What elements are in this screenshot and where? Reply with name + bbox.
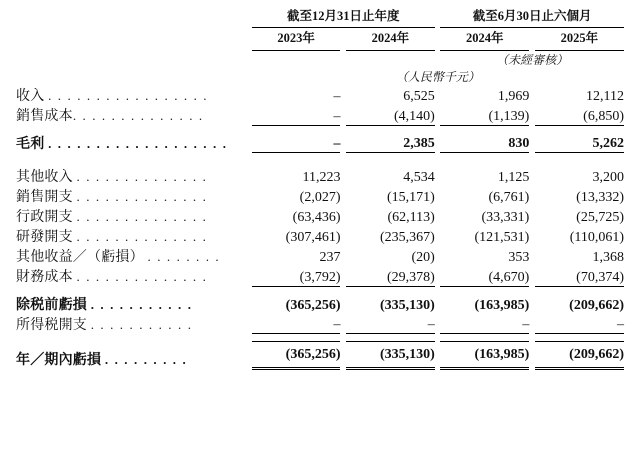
- header-group-interim-label: 截至6月30日止六個月: [440, 6, 624, 28]
- cell-value: (33,331): [481, 210, 530, 225]
- cell-value: (29,378): [346, 266, 435, 286]
- table-header: [16, 6, 624, 85]
- cell-value: (13,332): [576, 190, 624, 205]
- table-row: [16, 294, 624, 314]
- table-row: [16, 246, 624, 266]
- header-year-2025-interim: 2025年: [535, 28, 624, 51]
- cell-value: 2,385: [346, 133, 435, 153]
- leader-dots: . . . . . . . . . . . . . . . . .: [48, 88, 209, 103]
- cell-value: (2,027): [299, 190, 341, 205]
- cell-value: (70,374): [535, 266, 624, 286]
- table-body: [16, 85, 624, 369]
- cell-value: (307,461): [285, 230, 341, 245]
- leader-dots: . . . . . . . . .: [104, 351, 188, 367]
- header-note-blank: [16, 51, 246, 68]
- spacer-cell: [16, 334, 624, 342]
- spacer-cell: [16, 153, 624, 167]
- header-corner-blank: [16, 6, 246, 28]
- cell-value: (163,985): [440, 342, 529, 369]
- row-label: 銷售開支 . . . . . . . . . . . . . .: [16, 189, 208, 205]
- cell-value: 11,223: [302, 170, 341, 185]
- table-row: [16, 105, 624, 125]
- leader-dots: . . . . . . . .: [147, 249, 221, 264]
- row-spacer: [16, 286, 624, 294]
- cell-value: (4,670): [440, 266, 529, 286]
- header-group-interim: [440, 6, 624, 28]
- leader-dots: . . . . . . . . . . .: [90, 296, 193, 312]
- cell-value: –: [440, 314, 529, 334]
- row-label: 其他收入 . . . . . . . . . . . . . .: [16, 169, 208, 185]
- header-note-row: [16, 51, 624, 68]
- cell-value: 12,112: [586, 89, 624, 104]
- cell-value: (25,725): [576, 210, 624, 225]
- table-row: [16, 226, 624, 246]
- cell-value: 4,534: [403, 170, 435, 185]
- cell-value: (6,761): [488, 190, 530, 205]
- row-label: 財務成本 . . . . . . . . . . . . . .: [16, 269, 208, 285]
- table-row: [16, 133, 624, 153]
- row-spacer: [16, 125, 624, 133]
- cell-value: 6,525: [403, 89, 435, 104]
- cell-value: (6,850): [535, 105, 624, 125]
- leader-dots: . . . . . . . . . . . . . .: [72, 108, 204, 123]
- leader-dots: . . . . . . . . . . . . . . . . . . .: [48, 135, 228, 151]
- cell-value: –: [333, 89, 341, 104]
- spacer-cell: [16, 125, 624, 133]
- leader-dots: . . . . . . . . . . . . . .: [76, 169, 208, 184]
- header-unit-row: [16, 68, 624, 85]
- row-label: 行政開支 . . . . . . . . . . . . . .: [16, 209, 208, 225]
- cell-value: (110,061): [569, 230, 624, 245]
- cell-value: (335,130): [346, 342, 435, 369]
- cell-value: (235,367): [379, 230, 435, 245]
- row-label: 銷售成本. . . . . . . . . . . . . .: [16, 108, 204, 124]
- header-year-2023: 2023年: [252, 28, 341, 51]
- cell-value: (163,985): [474, 297, 530, 313]
- table-row: [16, 342, 624, 369]
- header-year-row: [16, 28, 624, 51]
- cell-value: (1,139): [440, 105, 529, 125]
- table-row: [16, 314, 624, 334]
- cell-value: 1,368: [592, 250, 624, 265]
- table-row: [16, 266, 624, 286]
- cell-value: (20): [411, 250, 435, 265]
- header-unaudited-note: （未經審核）: [496, 53, 569, 67]
- header-year-blank: [16, 28, 246, 51]
- row-label: 收入 . . . . . . . . . . . . . . . . .: [16, 88, 209, 104]
- table-row: [16, 186, 624, 206]
- header-unit-blank: [16, 68, 246, 85]
- header-year-2024-annual: 2024年: [346, 28, 435, 51]
- cell-value: (4,140): [346, 105, 435, 125]
- table-row: [16, 166, 624, 186]
- header-group-annual: [252, 6, 435, 28]
- cell-value: 1,969: [497, 89, 530, 104]
- cell-value: (15,171): [386, 190, 435, 205]
- cell-value: (3,792): [252, 266, 341, 286]
- leader-dots: . . . . . . . . . . . . . .: [76, 269, 208, 284]
- cell-value: 353: [508, 250, 530, 265]
- header-note-blank-3: [346, 51, 435, 68]
- cell-value: (63,436): [292, 210, 341, 225]
- cell-value: 237: [319, 250, 341, 265]
- row-label: 除税前虧損 . . . . . . . . . . .: [16, 296, 193, 313]
- cell-value: –: [252, 133, 341, 153]
- cell-value: (209,662): [569, 297, 624, 313]
- cell-value: –: [252, 105, 341, 125]
- financial-statement-page: [0, 6, 640, 472]
- cell-value: (209,662): [535, 342, 624, 369]
- cell-value: (365,256): [252, 342, 341, 369]
- spacer-cell: [16, 286, 624, 294]
- row-label: 所得税開支 . . . . . . . . . . .: [16, 316, 193, 333]
- financial-table: [16, 6, 624, 370]
- row-label: 年／期內虧損 . . . . . . . . .: [16, 351, 188, 368]
- row-label: 毛利 . . . . . . . . . . . . . . . . . . .: [16, 135, 228, 152]
- cell-value: –: [252, 314, 341, 334]
- cell-value: 830: [440, 133, 529, 153]
- cell-value: (62,113): [387, 210, 435, 225]
- cell-value: (335,130): [379, 297, 435, 313]
- cell-value: –: [535, 314, 624, 334]
- header-year-2024-interim: 2024年: [440, 28, 529, 51]
- leader-dots: . . . . . . . . . . .: [90, 316, 193, 332]
- cell-value: –: [346, 314, 435, 334]
- table-row: [16, 206, 624, 226]
- row-spacer: [16, 334, 624, 342]
- table-row: [16, 85, 624, 105]
- header-group-row: [16, 6, 624, 28]
- cell-value: 1,125: [497, 170, 530, 185]
- leader-dots: . . . . . . . . . . . . . .: [76, 209, 208, 224]
- header-group-annual-label: 截至12月31日止年度: [252, 6, 435, 28]
- cell-value: (121,531): [474, 230, 530, 245]
- leader-dots: . . . . . . . . . . . . . .: [76, 229, 208, 244]
- header-currency-unit: （人民幣千元）: [395, 70, 480, 84]
- cell-value: 5,262: [535, 133, 624, 153]
- row-label: 研發開支 . . . . . . . . . . . . . .: [16, 229, 208, 245]
- header-note-blank-2: [252, 51, 341, 68]
- cell-value: (365,256): [285, 297, 341, 313]
- leader-dots: . . . . . . . . . . . . . .: [76, 189, 208, 204]
- row-spacer: [16, 153, 624, 167]
- cell-value: 3,200: [592, 170, 624, 185]
- row-label: 其他收益／（虧損） . . . . . . . .: [16, 249, 221, 265]
